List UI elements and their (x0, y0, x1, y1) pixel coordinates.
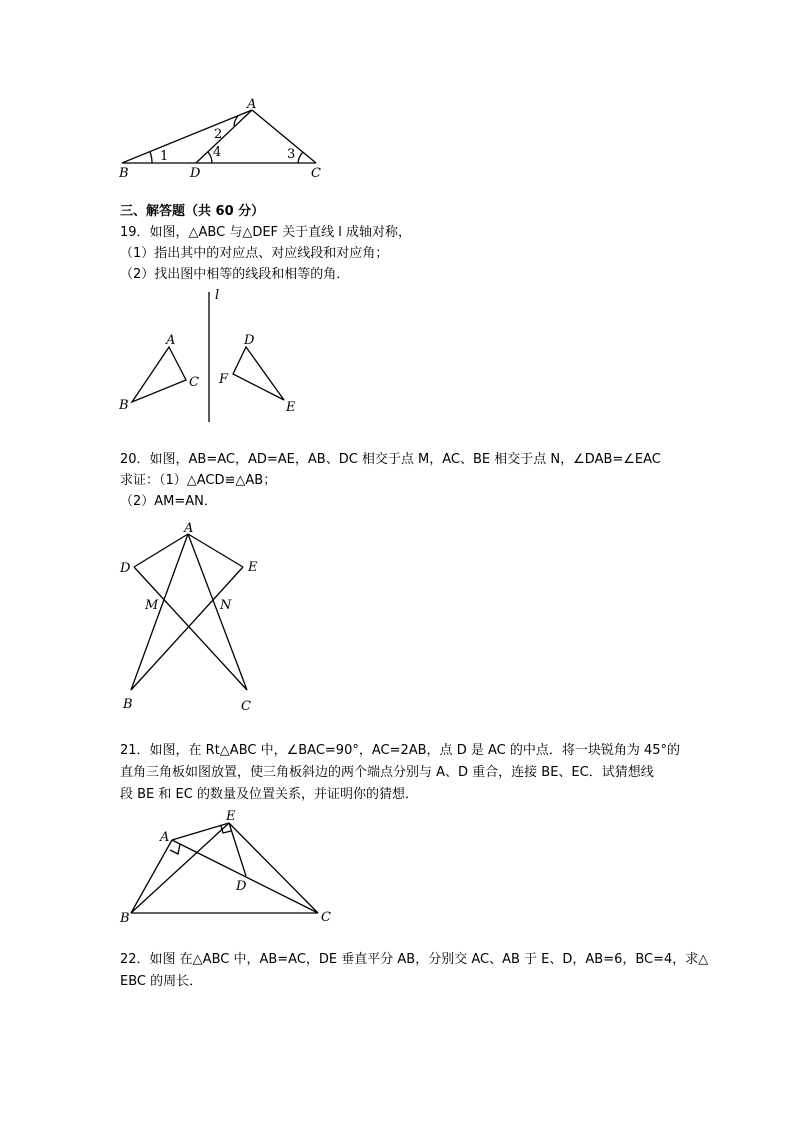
q19-line-2: （1）指出其中的对应点、对应线段和对应角； (120, 246, 389, 261)
label-D: D (120, 561, 131, 576)
label-angle-1: 1 (160, 149, 169, 164)
right-angle-mark-A (170, 844, 180, 854)
label-B: B (123, 697, 133, 712)
label-M: M (145, 598, 159, 613)
label-C: C (241, 699, 251, 714)
q19-line-1: 19．如图，△ABC 与△DEF 关于直线 l 成轴对称， (120, 225, 412, 240)
q20-line-1: 20．如图，AB=AC，AD=AE，AB、DC 相交于点 M，AC、BE 相交于点 N，∠DAB=∠EAC (120, 452, 661, 467)
label-angle-4: 4 (213, 145, 222, 160)
q20-line-3: （2）AM=AN． (120, 494, 217, 509)
right-angle-mark-E (221, 826, 231, 833)
label-N: N (220, 598, 232, 613)
label-D: D (236, 879, 247, 894)
section-title: 三、解答题（共 60 分） (120, 204, 265, 219)
label-A: A (166, 333, 176, 348)
q21-line-1: 21．如图，在 Rt△ABC 中，∠BAC=90°，AC=2AB，点 D 是 AC 的中点．将一块锐角为 45°的 (120, 743, 681, 758)
label-E: E (286, 400, 296, 415)
segment-AB (131, 840, 172, 913)
label-E: E (226, 809, 236, 824)
label-D: D (190, 166, 201, 181)
label-D: D (244, 333, 255, 348)
label-B: B (120, 911, 130, 926)
label-F: F (219, 372, 229, 387)
segment-AC (172, 840, 318, 913)
label-l: l (215, 288, 220, 303)
q22-line-2: EBC 的周长． (120, 974, 203, 989)
label-A: A (160, 830, 170, 845)
q22-line-1: 22．如图 在△ABC 中，AB=AC，DE 垂直平分 AB，分别交 AC、AB 于 E、D，AB=6，BC=4，求△ (120, 952, 709, 967)
q20-line-2: 求证：（1）△ACD≌△AB； (120, 473, 277, 488)
label-C: C (189, 375, 199, 390)
q19-line-3: （2）找出图中相等的线段和相等的角． (120, 267, 350, 282)
label-angle-3: 3 (287, 147, 296, 162)
label-E: E (248, 560, 258, 575)
label-C: C (311, 166, 321, 181)
label-B: B (119, 166, 129, 181)
q21-line-3: 段 BE 和 EC 的数量及位置关系，并证明你的猜想． (120, 787, 418, 802)
label-A: A (184, 521, 194, 536)
label-C: C (321, 910, 331, 925)
label-B: B (119, 398, 129, 413)
segment-EC (229, 823, 318, 913)
label-A: A (247, 97, 257, 112)
label-angle-2: 2 (214, 127, 223, 142)
segment-BE (131, 823, 229, 913)
q21-line-2: 直角三角板如图放置，使三角板斜边的两个端点分别与 A、D 重合，连接 BE、EC．试猜想线 (120, 765, 654, 780)
